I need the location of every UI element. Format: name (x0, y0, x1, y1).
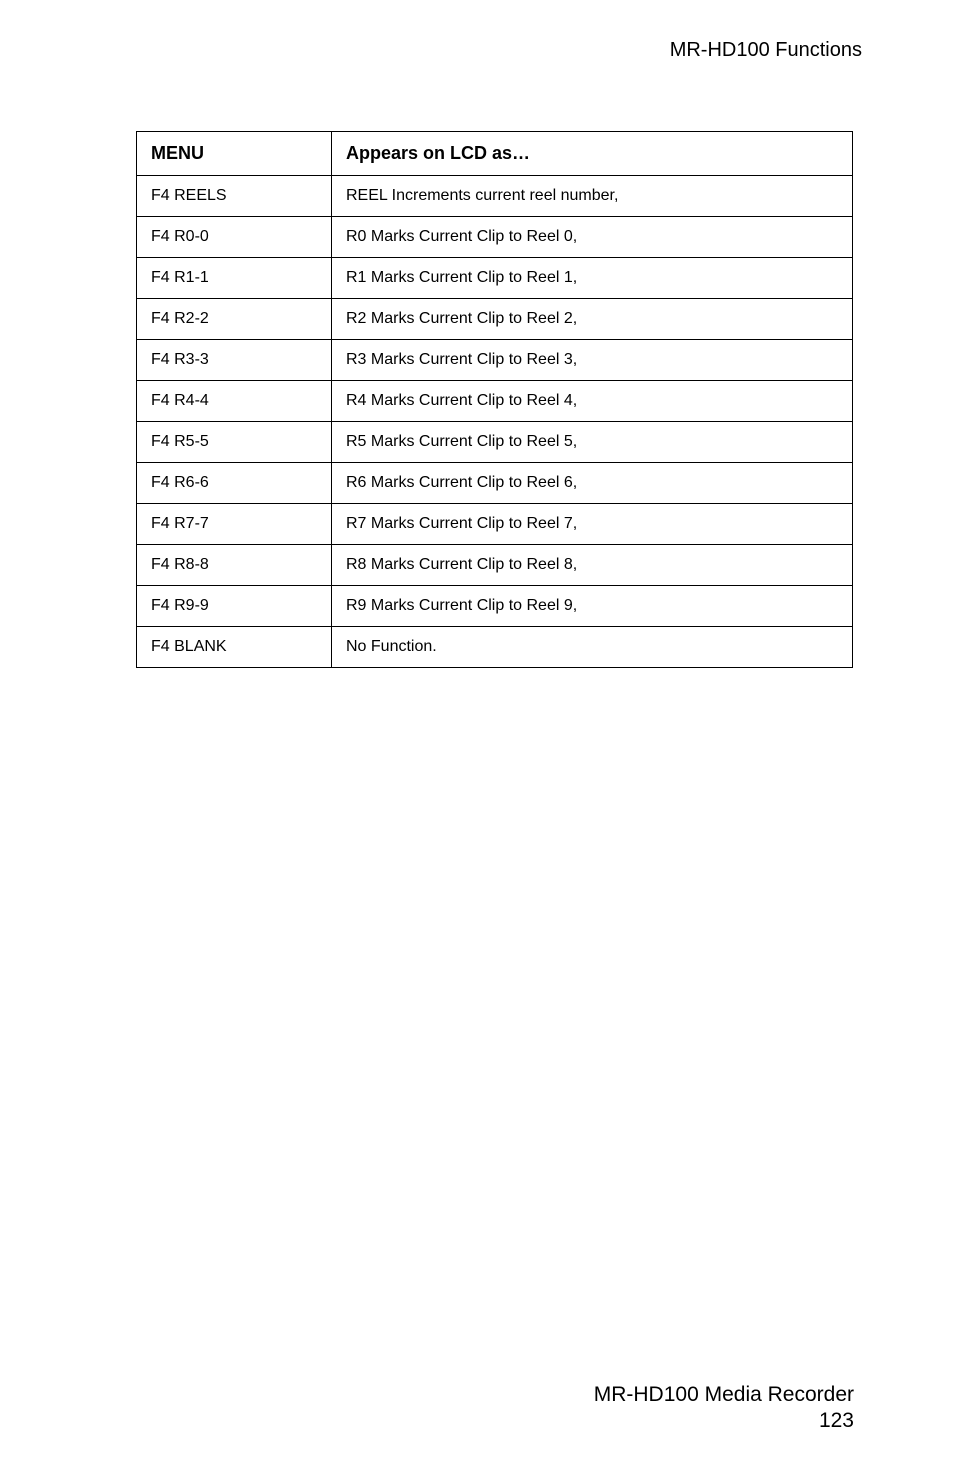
menu-cell: F4 R8-8 (137, 545, 332, 586)
menu-cell: F4 R5-5 (137, 422, 332, 463)
lcd-cell: R2 Marks Current Clip to Reel 2, (332, 299, 853, 340)
table-row (137, 258, 853, 299)
menu-cell: F4 R0-0 (137, 217, 332, 258)
menu-cell: F4 R2-2 (137, 299, 332, 340)
menu-cell: F4 R4-4 (137, 381, 332, 422)
lcd-cell: R9 Marks Current Clip to Reel 9, (332, 586, 853, 627)
lcd-cell: R3 Marks Current Clip to Reel 3, (332, 340, 853, 381)
table-body (137, 176, 853, 668)
page-number: 123 (818, 1409, 854, 1432)
menu-cell: F4 R7-7 (137, 504, 332, 545)
menu-cell: F4 R6-6 (137, 463, 332, 504)
column-header-menu: MENU (137, 132, 332, 176)
table-row (137, 463, 853, 504)
lcd-cell: R4 Marks Current Clip to Reel 4, (332, 381, 853, 422)
table-row (137, 545, 853, 586)
lcd-cell: R0 Marks Current Clip to Reel 0, (332, 217, 853, 258)
menu-cell: F4 BLANK (137, 627, 332, 668)
table-row (137, 504, 853, 545)
menu-cell: F4 REELS (137, 176, 332, 217)
table-row (137, 176, 853, 217)
page-header-title: MR-HD100 Functions (669, 39, 862, 61)
table-row (137, 217, 853, 258)
column-header-lcd: Appears on LCD as… (332, 132, 853, 176)
lcd-cell: R6 Marks Current Clip to Reel 6, (332, 463, 853, 504)
menu-table-container (136, 131, 852, 668)
lcd-cell: R8 Marks Current Clip to Reel 8, (332, 545, 853, 586)
table-row (137, 586, 853, 627)
table-header-row (137, 132, 853, 176)
menu-cell: F4 R1-1 (137, 258, 332, 299)
menu-table (136, 131, 853, 668)
menu-cell: F4 R9-9 (137, 586, 332, 627)
table-row (137, 627, 853, 668)
lcd-cell: R1 Marks Current Clip to Reel 1, (332, 258, 853, 299)
page-footer (594, 1382, 854, 1434)
lcd-cell: REEL Increments current reel number, (332, 176, 853, 217)
lcd-cell: R7 Marks Current Clip to Reel 7, (332, 504, 853, 545)
table-row (137, 381, 853, 422)
table-row (137, 340, 853, 381)
footer-product-name: MR-HD100 Media Recorder (593, 1383, 854, 1406)
table-row (137, 422, 853, 463)
lcd-cell: R5 Marks Current Clip to Reel 5, (332, 422, 853, 463)
menu-cell: F4 R3-3 (137, 340, 332, 381)
lcd-cell: No Function. (332, 627, 853, 668)
table-row (137, 299, 853, 340)
